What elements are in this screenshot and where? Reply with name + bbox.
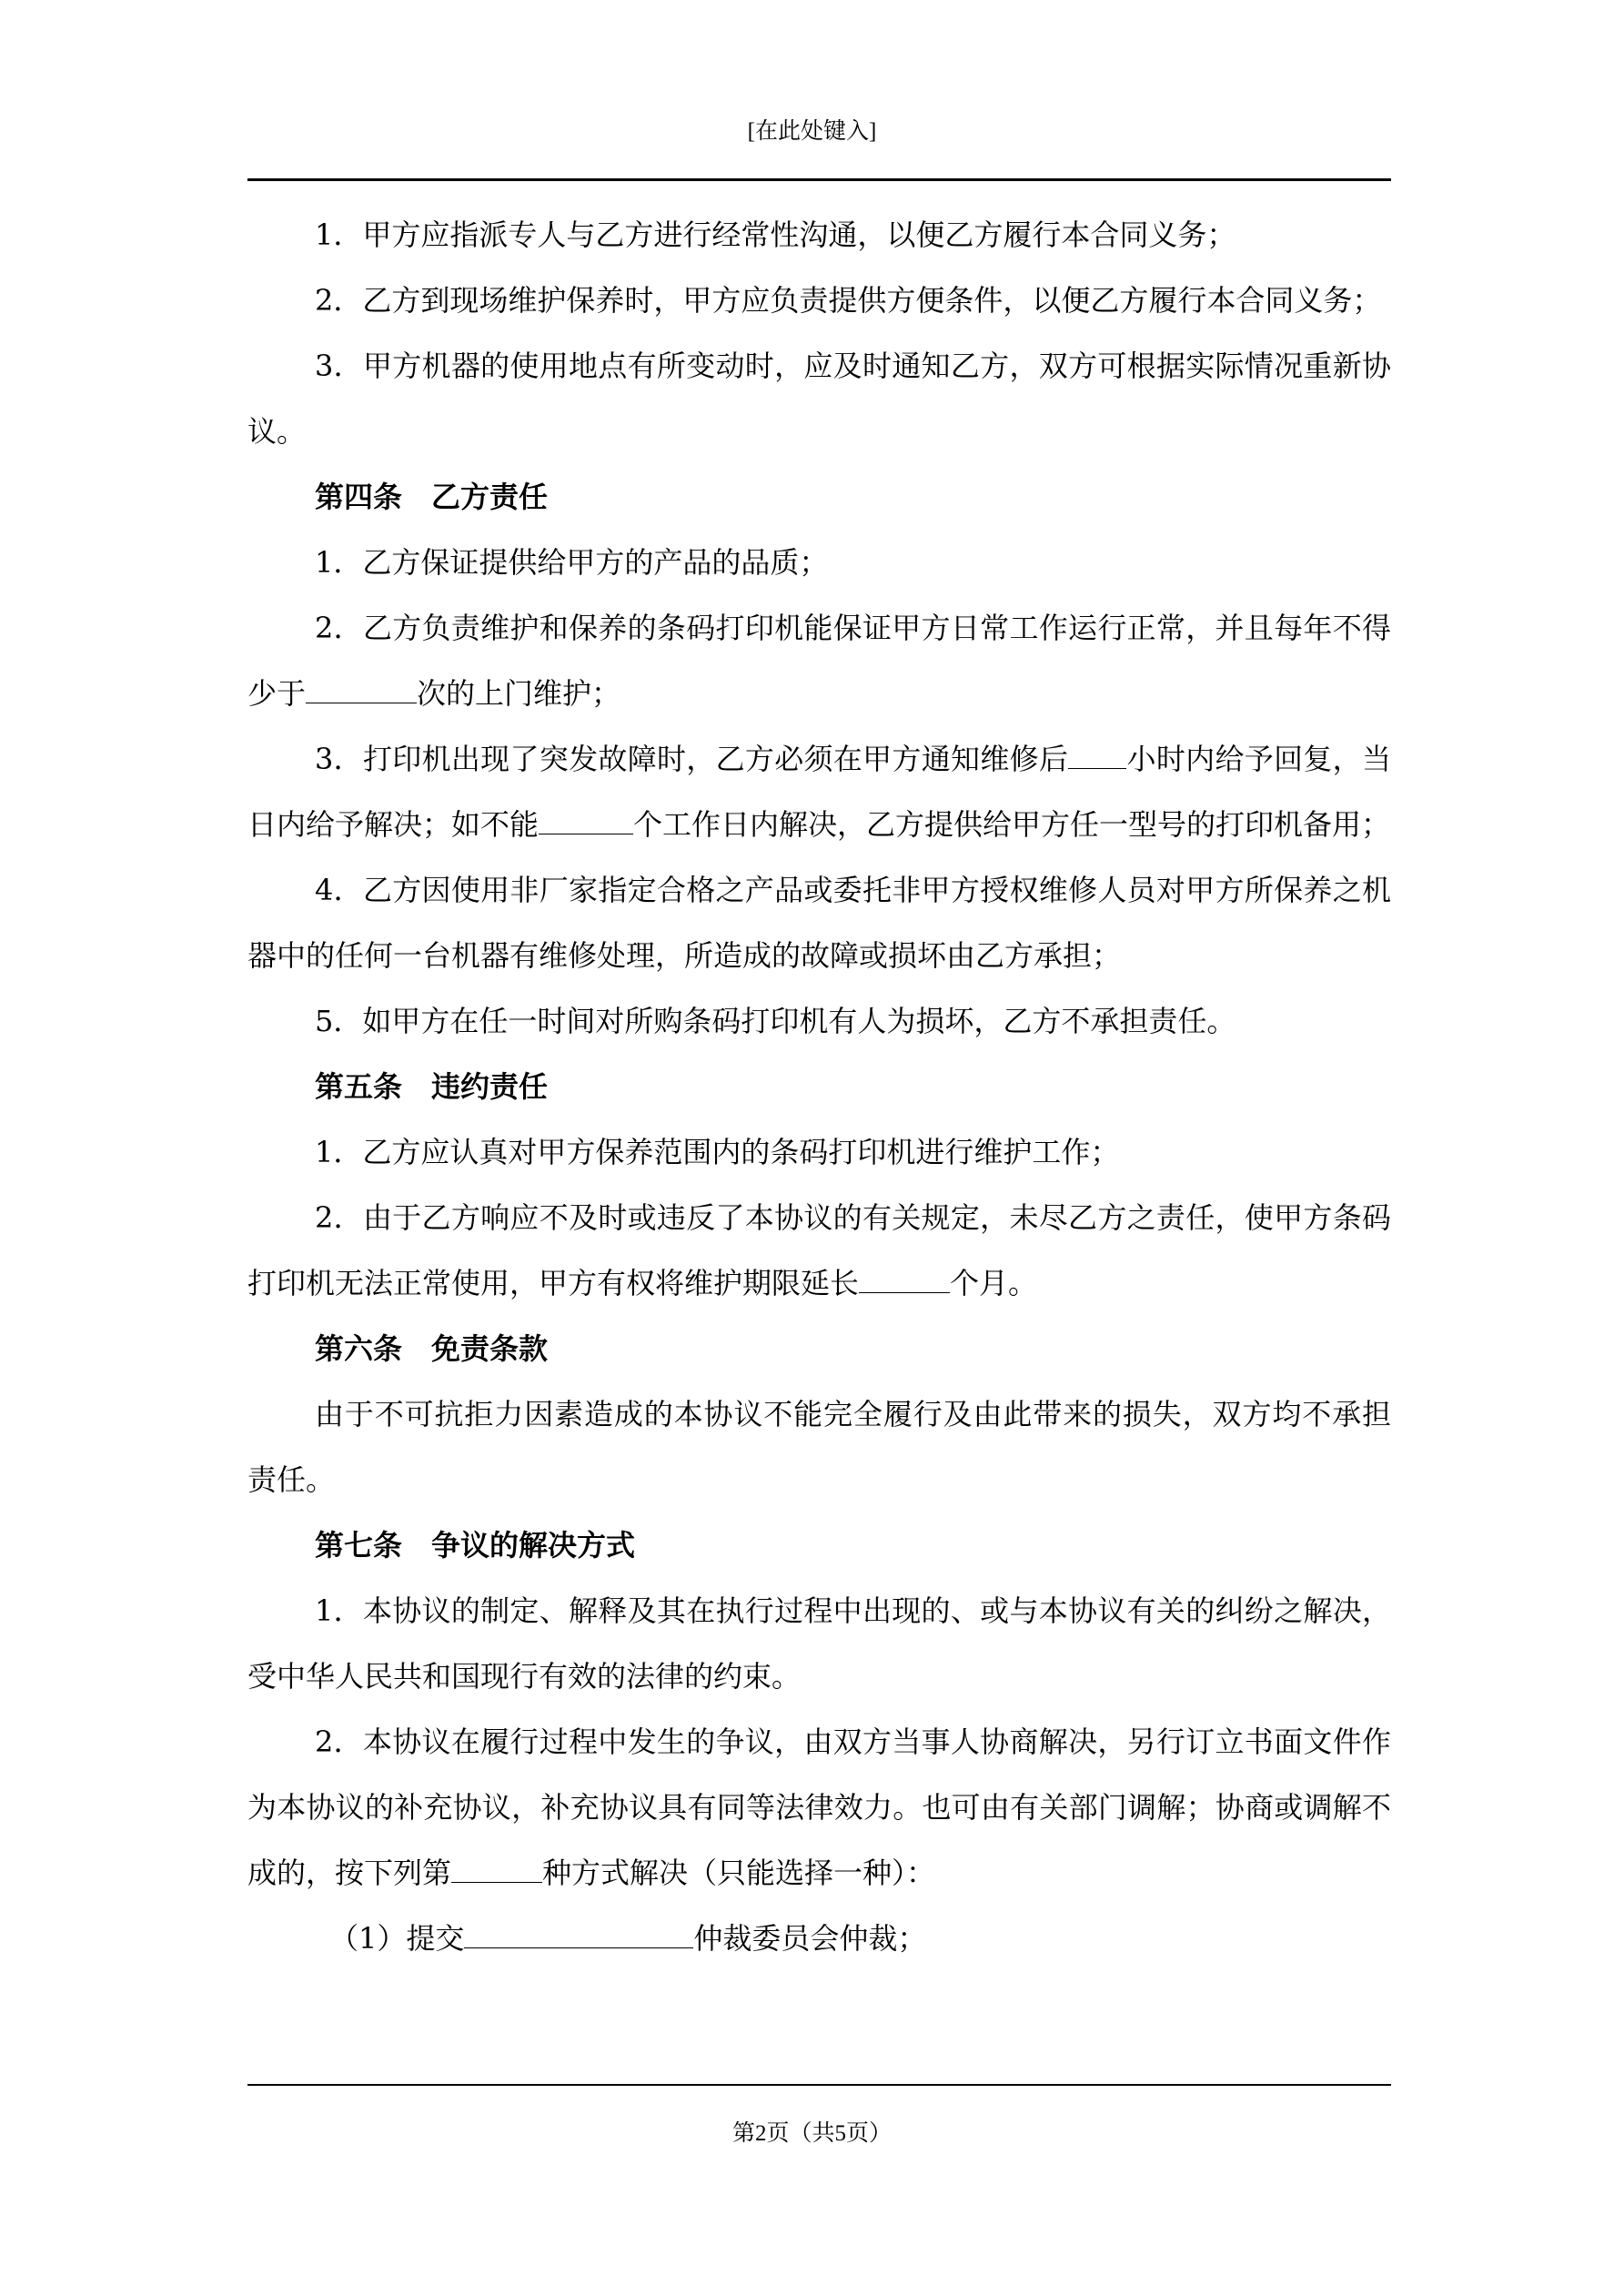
resolution-method-blank[interactable] xyxy=(451,1855,542,1883)
article-4-heading: 第四条 乙方责任 xyxy=(315,480,549,514)
clause-3-item-2: 2．乙方到现场维护保养时，甲方应负责提供方便条件，以便乙方履行本合同义务； xyxy=(315,283,1382,318)
clause-7-option-1-text-a: （1）提交 xyxy=(329,1921,465,1956)
clause-7-item-2-text-b: 种方式解决（只能选择一种）： xyxy=(542,1856,936,1890)
clause-5-item-1: 1．乙方应认真对甲方保养范围内的条码打印机进行维护工作； xyxy=(315,1135,1120,1169)
clause-4-item-2-text-a: 2．乙方负责维护和保养的条码打印机能保证甲方日常工作运行正常，并且每年不得少于 xyxy=(247,611,1391,711)
article-7-heading: 第七条 争议的解决方式 xyxy=(315,1528,636,1563)
page-footer: 第2页（共5页） xyxy=(731,2121,892,2146)
clause-7-item-1: 1．本协议的制定、解释及其在执行过程中出现的、或与本协议有关的纠纷之解决，受中华人民共和国现行有效的法律的约束。 xyxy=(247,1593,1391,1694)
clause-4-item-3-text-a: 3．打印机出现了突发故障时，乙方必须在甲方通知维修后 xyxy=(315,742,1069,776)
footer-divider xyxy=(247,2084,1391,2086)
clause-6-text: 由于不可抗拒力因素造成的本协议不能完全履行及由此带来的损失，双方均不承担责任。 xyxy=(247,1397,1391,1497)
clause-7-item-2 xyxy=(247,1709,1391,1906)
clause-4-item-1: 1．乙方保证提供给甲方的产品的品质； xyxy=(315,545,829,580)
clause-7-option-1-text-b: 仲裁委员会仲裁； xyxy=(693,1921,927,1956)
clause-5-item-2-text-a: 2．由于乙方响应不及时或违反了本协议的有关规定，未尽乙方之责任，使甲方条码打印机无法正常使用，甲方有权将维护期限延长 xyxy=(247,1200,1391,1300)
clause-4-item-3 xyxy=(247,726,1391,857)
clause-4-item-4: 4．乙方因使用非厂家指定合格之产品或委托非甲方授权维修人员对甲方所保养之机器中的任何一台机器有维修处理，所造成的故障或损坏由乙方承担； xyxy=(247,873,1391,973)
clause-3-item-3: 3．甲方机器的使用地点有所变动时，应及时通知乙方，双方可根据实际情况重新协议。 xyxy=(247,349,1391,449)
page-header: [在此处键入] xyxy=(747,119,877,144)
clause-7-option-1 xyxy=(247,1906,1391,1971)
header-divider xyxy=(247,178,1391,181)
workdays-blank[interactable] xyxy=(539,806,633,834)
clause-4-item-2 xyxy=(247,595,1391,726)
clause-4-item-3-text-b: 小时内给予回复，当日内给予解决；如不能 xyxy=(247,742,1391,842)
clause-3-item-1: 1．甲方应指派专人与乙方进行经常性沟通，以便乙方履行本合同义务； xyxy=(315,217,1236,252)
clause-4-item-5: 5．如甲方在任一时间对所购条码打印机有人为损坏，乙方不承担责任。 xyxy=(315,1004,1236,1038)
response-hours-blank[interactable] xyxy=(1068,741,1126,769)
clause-4-item-2-text-b: 次的上门维护； xyxy=(417,676,621,711)
article-6-heading: 第六条 免责条款 xyxy=(315,1331,549,1366)
document-body xyxy=(247,202,1391,1971)
clause-5-item-2 xyxy=(247,1185,1391,1316)
extension-months-blank[interactable] xyxy=(859,1265,950,1293)
article-5-heading: 第五条 违约责任 xyxy=(315,1069,549,1104)
clause-5-item-2-text-b: 个月。 xyxy=(950,1266,1038,1300)
clause-7-item-2-text-a: 2．本协议在履行过程中发生的争议，由双方当事人协商解决，另行订立书面文件作为本协议的补充协议，补充协议具有同等法律效力。也可由有关部门调解；协商或调解不成的，按下列第 xyxy=(247,1725,1391,1890)
clause-4-item-3-text-c: 个工作日内解决，乙方提供给甲方任一型号的打印机备用； xyxy=(633,807,1391,842)
visit-count-blank[interactable] xyxy=(306,675,417,703)
arbitration-committee-blank[interactable] xyxy=(464,1920,693,1948)
